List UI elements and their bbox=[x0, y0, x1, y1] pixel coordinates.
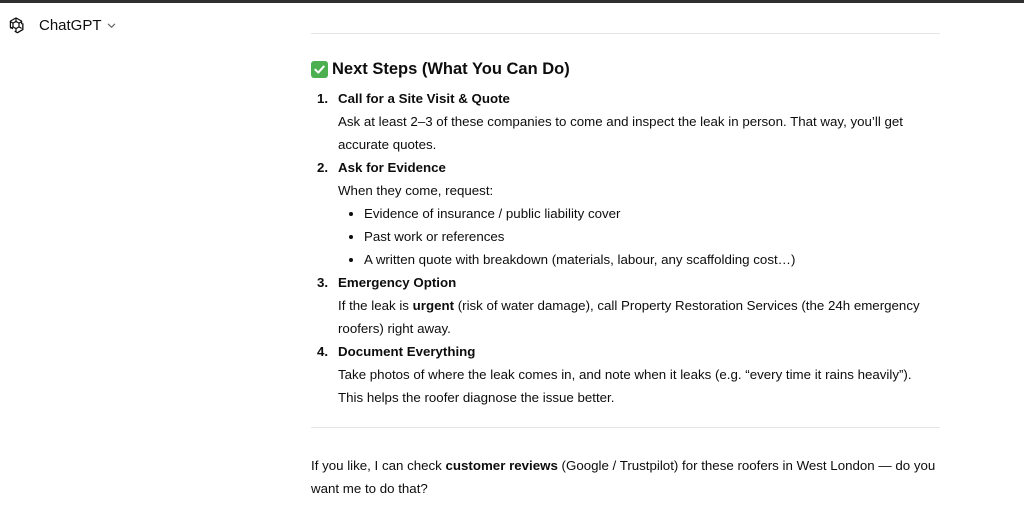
closing-text-emphasis: customer reviews bbox=[445, 458, 558, 473]
check-mark-button-icon bbox=[311, 61, 328, 78]
step-text-emphasis: urgent bbox=[412, 298, 455, 313]
step-title: Call for a Site Visit & Quote bbox=[338, 91, 510, 106]
step-title: Emergency Option bbox=[338, 275, 457, 290]
step-item bbox=[311, 87, 940, 156]
step-item bbox=[311, 340, 940, 409]
divider bbox=[311, 427, 940, 428]
step-text-part: (risk of water damage), call Property Restoration Services (the 24h emergency roofers) right away. bbox=[338, 298, 920, 336]
steps-list bbox=[311, 87, 940, 409]
divider bbox=[311, 33, 940, 34]
list-item: A written quote with breakdown (materials, labour, any scaffolding cost…) bbox=[338, 248, 940, 271]
step-text: When they come, request: bbox=[338, 183, 494, 198]
step-text: Take photos of where the leak comes in, and note when it leaks (e.g. “every time it rains heavily”). This helps the roofer diagnose the issue better. bbox=[338, 367, 912, 405]
step-text-part: If the leak is bbox=[338, 298, 413, 313]
closing-text-part: (Google / Trustpilot) for these roofers in West London — do you want me to do that? bbox=[311, 458, 936, 496]
step-text: Ask at least 2–3 of these companies to come and inspect the leak in person. That way, you’ll get accurate quotes. bbox=[338, 114, 903, 152]
chevron-down-icon bbox=[107, 20, 117, 30]
step-item bbox=[311, 156, 940, 271]
step-number: 1. bbox=[317, 91, 329, 106]
section-heading-text: Next Steps (What You Can Do) bbox=[332, 60, 570, 78]
closing-text-part: If you like, I can check bbox=[311, 458, 446, 473]
bullet-list bbox=[338, 202, 940, 271]
section-heading bbox=[311, 60, 570, 79]
step-number: 2. bbox=[317, 160, 329, 175]
step-title: Ask for Evidence bbox=[338, 160, 446, 175]
list-item: Evidence of insurance / public liability cover bbox=[338, 202, 940, 225]
step-number: 4. bbox=[317, 344, 329, 359]
app-title: ChatGPT bbox=[39, 16, 102, 34]
model-switcher-button[interactable] bbox=[39, 17, 117, 34]
step-number: 3. bbox=[317, 275, 329, 290]
step-title: Document Everything bbox=[338, 344, 476, 359]
top-bar bbox=[0, 3, 117, 47]
openai-logo-icon[interactable] bbox=[7, 16, 25, 34]
list-item: Past work or references bbox=[338, 225, 940, 248]
step-item bbox=[311, 271, 940, 340]
step-text bbox=[338, 294, 940, 340]
closing-paragraph bbox=[311, 454, 940, 500]
